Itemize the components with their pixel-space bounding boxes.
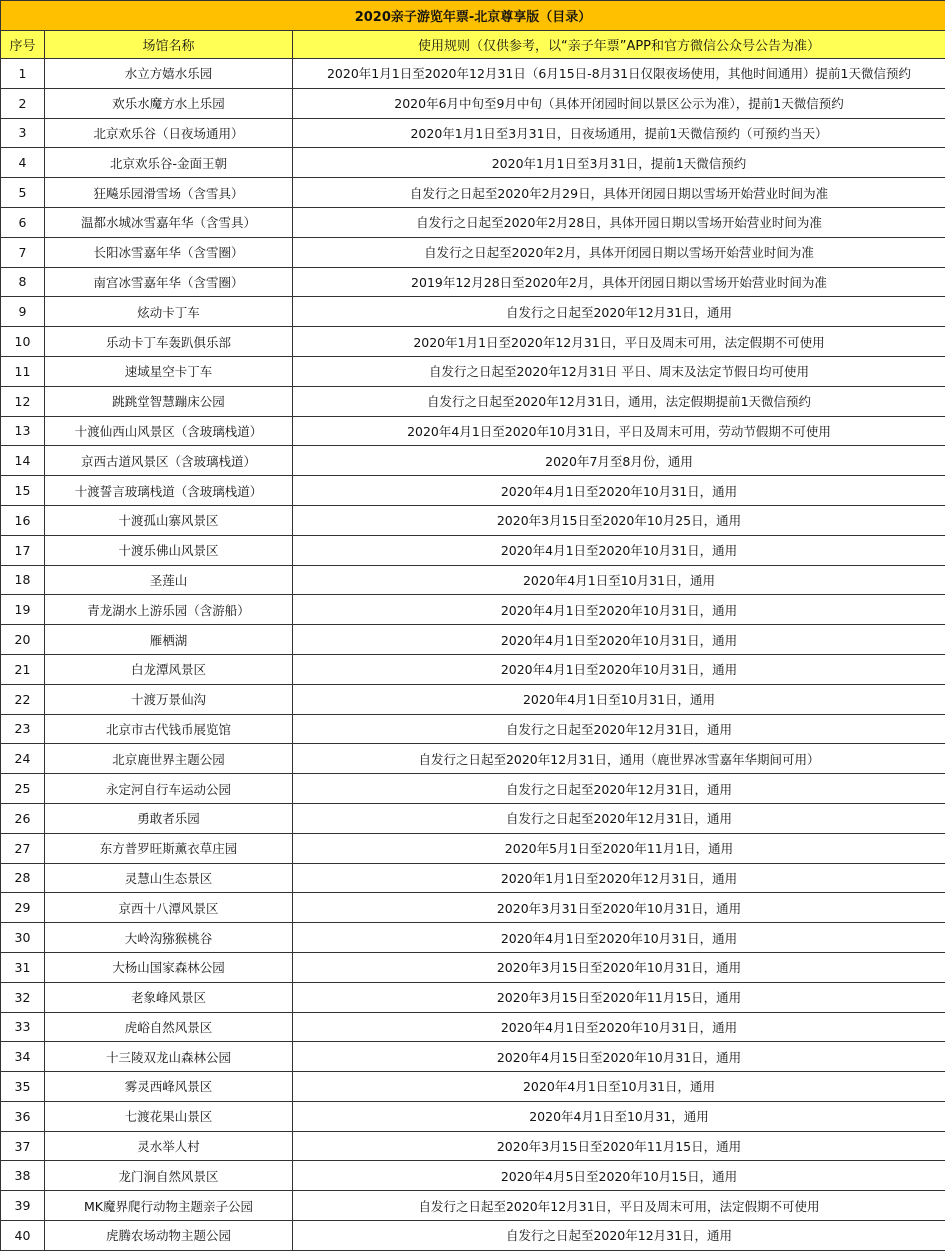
row-index: 1 [1, 59, 45, 89]
row-venue-name: 速域星空卡丁车 [45, 356, 293, 386]
row-venue-name: 温都水城冰雪嘉年华（含雪具） [45, 207, 293, 237]
row-index: 27 [1, 833, 45, 863]
row-index: 12 [1, 386, 45, 416]
table-row [1, 1161, 945, 1191]
row-index: 35 [1, 1072, 45, 1102]
table-row [1, 416, 945, 446]
header-index: 序号 [1, 31, 45, 59]
row-usage-rule: 2020年1月1日至2020年12月31日（6月15日-8月31日仅限夜场使用，其他时间通用）提前1天微信预约 [293, 59, 945, 89]
row-venue-name: 北京欢乐谷（日夜场通用） [45, 118, 293, 148]
table-row [1, 565, 945, 595]
table-title: 2020亲子游览年票-北京尊享版（目录） [1, 1, 945, 31]
table-row [1, 595, 945, 625]
row-usage-rule: 2020年4月1日至10月31日，通用 [293, 684, 945, 714]
row-venue-name: 十三陵双龙山森林公园 [45, 1042, 293, 1072]
row-usage-rule: 2020年1月1日至2020年12月31日，通用 [293, 863, 945, 893]
row-index: 9 [1, 297, 45, 327]
row-index: 38 [1, 1161, 45, 1191]
row-venue-name: 大岭沟猕猴桃谷 [45, 923, 293, 953]
row-usage-rule: 自发行之日起至2020年12月31日，通用 [293, 1221, 945, 1251]
table-row [1, 952, 945, 982]
row-index: 10 [1, 327, 45, 357]
row-index: 16 [1, 505, 45, 535]
row-venue-name: 灵水举人村 [45, 1131, 293, 1161]
row-usage-rule: 2020年4月1日至2020年10月31日，通用 [293, 625, 945, 655]
row-index: 5 [1, 178, 45, 208]
row-index: 18 [1, 565, 45, 595]
row-venue-name: 灵慧山生态景区 [45, 863, 293, 893]
table-row [1, 774, 945, 804]
row-venue-name: 白龙潭风景区 [45, 654, 293, 684]
row-venue-name: 北京市古代钱币展览馆 [45, 714, 293, 744]
row-usage-rule: 自发行之日起至2020年12月31日，通用，法定假期提前1天微信预约 [293, 386, 945, 416]
table-row [1, 297, 945, 327]
table-row [1, 625, 945, 655]
row-venue-name: 跳跳堂智慧蹦床公园 [45, 386, 293, 416]
table-row [1, 744, 945, 774]
row-index: 40 [1, 1221, 45, 1251]
table-body [1, 59, 945, 1251]
table-row [1, 356, 945, 386]
row-usage-rule: 2020年1月1日至2020年12月31日，平日及周末可用，法定假期不可使用 [293, 327, 945, 357]
row-usage-rule: 自发行之日起至2020年12月31日，通用（鹿世界冰雪嘉年华期间可用） [293, 744, 945, 774]
row-venue-name: 雾灵西峰风景区 [45, 1072, 293, 1102]
table-row [1, 505, 945, 535]
row-index: 19 [1, 595, 45, 625]
table-row [1, 535, 945, 565]
row-index: 11 [1, 356, 45, 386]
row-usage-rule: 2020年4月1日至10月31日，通用 [293, 1072, 945, 1102]
row-index: 34 [1, 1042, 45, 1072]
row-index: 13 [1, 416, 45, 446]
row-venue-name: 雁栖湖 [45, 625, 293, 655]
row-usage-rule: 自发行之日起至2020年12月31日，通用 [293, 803, 945, 833]
row-index: 29 [1, 893, 45, 923]
row-index: 39 [1, 1191, 45, 1221]
row-venue-name: 南宫冰雪嘉年华（含雪圈） [45, 267, 293, 297]
row-usage-rule: 2019年12月28日至2020年2月，具体开闭园日期以雪场开始营业时间为准 [293, 267, 945, 297]
row-venue-name: 十渡誓言玻璃栈道（含玻璃栈道） [45, 476, 293, 506]
row-index: 8 [1, 267, 45, 297]
row-venue-name: 东方普罗旺斯薰衣草庄园 [45, 833, 293, 863]
row-index: 4 [1, 148, 45, 178]
row-usage-rule: 自发行之日起至2020年2月，具体开闭园日期以雪场开始营业时间为准 [293, 237, 945, 267]
row-usage-rule: 2020年5月1日至2020年11月1日，通用 [293, 833, 945, 863]
row-venue-name: 京西十八潭风景区 [45, 893, 293, 923]
table-row [1, 684, 945, 714]
row-usage-rule: 2020年3月15日至2020年10月31日，通用 [293, 952, 945, 982]
table-row [1, 1012, 945, 1042]
row-usage-rule: 2020年6月中旬至9月中旬（具体开闭园时间以景区公示为准），提前1天微信预约 [293, 88, 945, 118]
table-row [1, 982, 945, 1012]
row-usage-rule: 2020年4月1日至2020年10月31日，通用 [293, 654, 945, 684]
table-row [1, 1191, 945, 1221]
row-venue-name: 永定河自行车运动公园 [45, 774, 293, 804]
row-usage-rule: 2020年3月15日至2020年10月25日，通用 [293, 505, 945, 535]
row-usage-rule: 自发行之日起至2020年12月31日，通用 [293, 297, 945, 327]
row-venue-name: 长阳冰雪嘉年华（含雪圈） [45, 237, 293, 267]
row-index: 25 [1, 774, 45, 804]
row-index: 15 [1, 476, 45, 506]
row-usage-rule: 2020年4月15日至2020年10月31日，通用 [293, 1042, 945, 1072]
row-usage-rule: 2020年4月1日至2020年10月31日，通用 [293, 923, 945, 953]
row-index: 28 [1, 863, 45, 893]
row-index: 6 [1, 207, 45, 237]
table-row [1, 178, 945, 208]
row-usage-rule: 2020年4月1日至2020年10月31日，通用 [293, 535, 945, 565]
row-index: 2 [1, 88, 45, 118]
title-row [1, 1, 945, 31]
row-index: 3 [1, 118, 45, 148]
row-venue-name: 勇敢者乐园 [45, 803, 293, 833]
row-venue-name: 北京欢乐谷-金面王朝 [45, 148, 293, 178]
table-row [1, 476, 945, 506]
row-venue-name: 十渡仙西山风景区（含玻璃栈道） [45, 416, 293, 446]
table-row [1, 148, 945, 178]
row-venue-name: 大杨山国家森林公园 [45, 952, 293, 982]
table-row [1, 327, 945, 357]
row-index: 37 [1, 1131, 45, 1161]
row-index: 33 [1, 1012, 45, 1042]
table-row [1, 88, 945, 118]
row-index: 23 [1, 714, 45, 744]
row-usage-rule: 2020年4月1日至2020年10月31日，通用 [293, 1012, 945, 1042]
row-venue-name: 十渡孤山寨风景区 [45, 505, 293, 535]
row-venue-name: 十渡万景仙沟 [45, 684, 293, 714]
row-venue-name: 炫动卡丁车 [45, 297, 293, 327]
table-row [1, 1101, 945, 1131]
table-row [1, 207, 945, 237]
row-venue-name: MK魔界爬行动物主题亲子公园 [45, 1191, 293, 1221]
row-usage-rule: 自发行之日起至2020年12月31日，通用 [293, 714, 945, 744]
table-row [1, 654, 945, 684]
table-row [1, 893, 945, 923]
table-row [1, 863, 945, 893]
row-index: 24 [1, 744, 45, 774]
table-row [1, 267, 945, 297]
row-venue-name: 龙门涧自然风景区 [45, 1161, 293, 1191]
row-usage-rule: 2020年4月1日至10月31日，通用 [293, 565, 945, 595]
row-usage-rule: 2020年4月5日至2020年10月15日，通用 [293, 1161, 945, 1191]
row-usage-rule: 2020年4月1日至10月31，通用 [293, 1101, 945, 1131]
header-rules: 使用规则（仅供参考，以“亲子年票”APP和官方微信公众号公告为准） [293, 31, 945, 59]
row-usage-rule: 自发行之日起至2020年12月31日 平日、周末及法定节假日均可使用 [293, 356, 945, 386]
row-venue-name: 北京鹿世界主题公园 [45, 744, 293, 774]
row-venue-name: 京西古道风景区（含玻璃栈道） [45, 446, 293, 476]
table-row [1, 118, 945, 148]
row-index: 22 [1, 684, 45, 714]
table-row [1, 237, 945, 267]
row-usage-rule: 2020年3月15日至2020年11月15日，通用 [293, 982, 945, 1012]
row-venue-name: 乐动卡丁车轰趴俱乐部 [45, 327, 293, 357]
row-venue-name: 狂飚乐园滑雪场（含雪具） [45, 178, 293, 208]
table-row [1, 386, 945, 416]
row-venue-name: 老象峰风景区 [45, 982, 293, 1012]
header-row [1, 31, 945, 59]
row-venue-name: 七渡花果山景区 [45, 1101, 293, 1131]
row-venue-name: 欢乐水魔方水上乐园 [45, 88, 293, 118]
row-index: 7 [1, 237, 45, 267]
row-index: 36 [1, 1101, 45, 1131]
header-venue: 场馆名称 [45, 31, 293, 59]
row-index: 32 [1, 982, 45, 1012]
table-row [1, 1131, 945, 1161]
row-index: 30 [1, 923, 45, 953]
row-usage-rule: 2020年1月1日至3月31日，日夜场通用，提前1天微信预约（可预约当天） [293, 118, 945, 148]
row-usage-rule: 2020年3月15日至2020年11月15日，通用 [293, 1131, 945, 1161]
table-row [1, 803, 945, 833]
row-usage-rule: 2020年4月1日至2020年10月31日，通用 [293, 595, 945, 625]
row-venue-name: 虎峪自然风景区 [45, 1012, 293, 1042]
table-row [1, 1221, 945, 1251]
row-index: 14 [1, 446, 45, 476]
row-usage-rule: 2020年4月1日至2020年10月31日，平日及周末可用，劳动节假期不可使用 [293, 416, 945, 446]
table-row [1, 446, 945, 476]
table-row [1, 1042, 945, 1072]
row-usage-rule: 2020年7月至8月份，通用 [293, 446, 945, 476]
row-usage-rule: 自发行之日起至2020年2月29日，具体开闭园日期以雪场开始营业时间为准 [293, 178, 945, 208]
table-row [1, 59, 945, 89]
row-usage-rule: 自发行之日起至2020年12月31日，通用 [293, 774, 945, 804]
row-venue-name: 十渡乐佛山风景区 [45, 535, 293, 565]
row-index: 21 [1, 654, 45, 684]
row-usage-rule: 自发行之日起至2020年12月31日，平日及周末可用，法定假期不可使用 [293, 1191, 945, 1221]
table-row [1, 833, 945, 863]
row-venue-name: 青龙湖水上游乐园（含游船） [45, 595, 293, 625]
row-usage-rule: 2020年1月1日至3月31日，提前1天微信预约 [293, 148, 945, 178]
row-usage-rule: 自发行之日起至2020年2月28日，具体开园日期以雪场开始营业时间为准 [293, 207, 945, 237]
row-venue-name: 虎腾农场动物主题公园 [45, 1221, 293, 1251]
row-index: 26 [1, 803, 45, 833]
row-venue-name: 水立方嬉水乐园 [45, 59, 293, 89]
row-index: 17 [1, 535, 45, 565]
row-usage-rule: 2020年4月1日至2020年10月31日，通用 [293, 476, 945, 506]
table-row [1, 714, 945, 744]
table-row [1, 1072, 945, 1102]
row-venue-name: 圣莲山 [45, 565, 293, 595]
row-usage-rule: 2020年3月31日至2020年10月31日，通用 [293, 893, 945, 923]
row-index: 31 [1, 952, 45, 982]
table-row [1, 923, 945, 953]
row-index: 20 [1, 625, 45, 655]
